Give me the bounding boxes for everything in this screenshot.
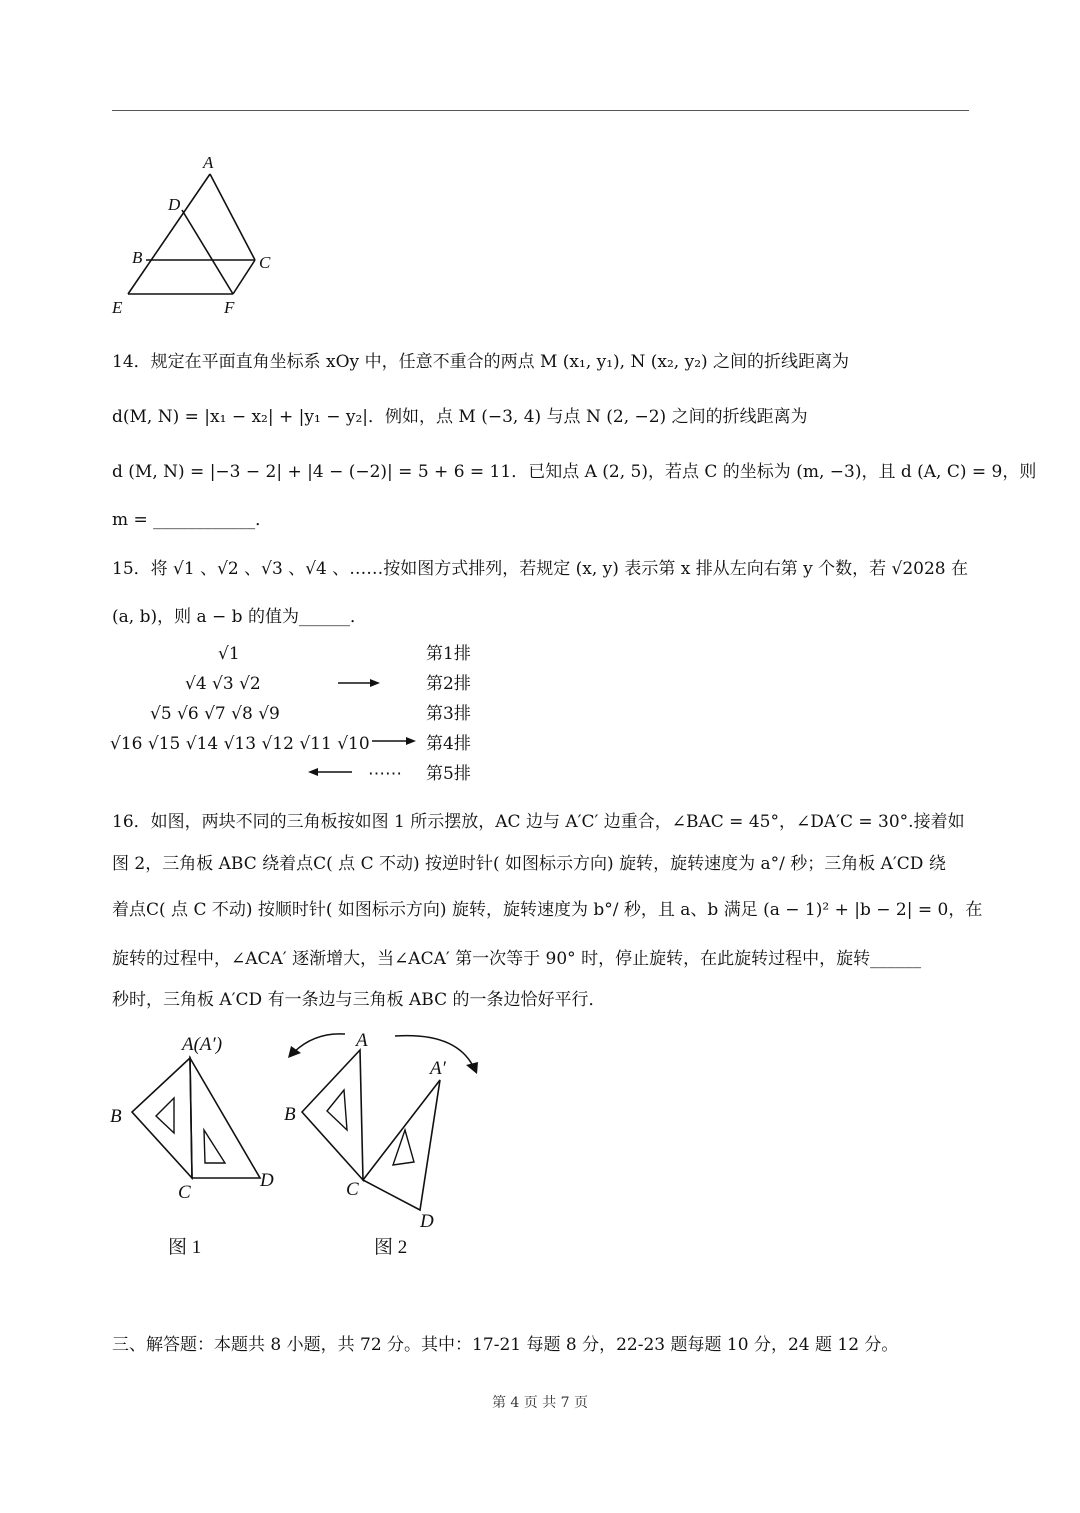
q15-line-2: (a, b)，则 a − b 的值为______． xyxy=(112,607,367,627)
q16-line-4: 旋转的过程中，∠ACA′ 逐渐增大，当∠ACA′ 第一次等于 90° 时，停止旋转，在此旋转过程中，旋转______ xyxy=(112,949,922,969)
q16-line-2: 图 2，三角板 ABC 绕着点C( 点 C 不动) 按逆时针( 如图标示方向) 旋转，旋转速度为 a°/ 秒；三角板 A′CD 绕 xyxy=(112,854,946,874)
fig1-label-A: A(A′) xyxy=(182,1034,223,1055)
fig1-inner-hole-1 xyxy=(156,1098,174,1133)
figure-16-2 xyxy=(270,1020,490,1265)
q15-row-3-cells: √5 √6 √7 √8 √9 xyxy=(150,704,280,724)
page-footer: 第 4 页 共 7 页 xyxy=(491,1395,589,1411)
q15-row-5-cells: ⋯⋯ xyxy=(368,764,402,784)
q15-row-4-cells: √16 √15 √14 √13 √12 √11 √10 xyxy=(110,734,370,754)
fig2-label-A-prime: A′ xyxy=(430,1058,446,1079)
fig1-triangle-ACD xyxy=(190,1058,260,1178)
section-3-heading: 三、解答题：本题共 8 小题，共 72 分。其中：17-21 每题 8 分，22-23 题每题 10 分，24 题 12 分。 xyxy=(112,1335,899,1355)
fig13-label-B: B xyxy=(132,248,143,267)
fig13-label-F: F xyxy=(224,298,235,317)
fig2-label-A: A xyxy=(356,1030,368,1051)
q15-row-2-label: 第2排 xyxy=(426,674,471,694)
q16-line-3: 着点C( 点 C 不动) 按顺时针( 如图标示方向) 旋转，旋转速度为 b°/ 秒，且 a、b 满足 (a − 1)² + |b − 2| = 0，在 xyxy=(112,900,983,920)
fig13-line-FC xyxy=(233,260,255,294)
fig1-inner-hole-2 xyxy=(204,1130,225,1163)
counterclockwise-arrow-icon xyxy=(294,1034,345,1052)
fig13-label-E: E xyxy=(112,298,123,317)
q14-line-2: d(M, N) = |x₁ − x₂| + |y₁ − y₂|．例如，点 M (−3, 4) 与点 N (2, −2) 之间的折线距离为 xyxy=(112,407,808,427)
q15-line-1: 15．将 √1 、√2 、√3 、√4 、……按如图方式排列，若规定 (x, y) 表示第 x 排从左向右第 y 个数，若 √2028 在 xyxy=(112,559,969,579)
header-rule xyxy=(112,110,969,111)
fig2-inner-hole-2 xyxy=(393,1130,414,1165)
fig2-label-B: B xyxy=(284,1104,296,1125)
fig13-label-A: A xyxy=(203,153,214,172)
fig2-inner-hole-1 xyxy=(327,1090,347,1130)
fig2-triangle-ACD xyxy=(363,1080,440,1210)
fig13-line-AE xyxy=(128,174,210,294)
q16-line-1: 16．如图，两块不同的三角板按如图 1 所示摆放，AC 边与 A′C′ 边重合，∠BAC = 45°，∠DA′C = 30°.接着如 xyxy=(112,812,965,832)
q15-arrows xyxy=(300,670,420,785)
fig2-caption: 图 2 xyxy=(374,1237,408,1258)
fig2-triangle-ABC xyxy=(302,1050,363,1180)
q15-row-2-cells: √4 √3 √2 xyxy=(185,674,261,694)
figure-13 xyxy=(100,150,290,320)
fig13-line-AC xyxy=(210,174,255,260)
fig13-line-DF xyxy=(182,210,233,294)
q15-row-1-cells: √1 xyxy=(218,644,240,664)
q15-row-3-label: 第3排 xyxy=(426,704,471,724)
q15-row-4-label: 第4排 xyxy=(426,734,471,754)
fig2-label-D: D xyxy=(420,1211,434,1232)
fig1-label-C: C xyxy=(178,1182,191,1203)
q14-line-4: m = ____________． xyxy=(112,510,273,530)
q14-line-3: d (M, N) = |−3 − 2| + |4 − (−2)| = 5 + 6 = 11．已知点 A (2, 5)，若点 C 的坐标为 (m, −3)，且 d (A, C) = 9，则 xyxy=(112,462,1037,482)
fig1-label-D: D xyxy=(260,1170,274,1191)
q14-line-1: 14．规定在平面直角坐标系 xOy 中，任意不重合的两点 M (x₁, y₁), N (x₂, y₂) 之间的折线距离为 xyxy=(112,352,850,372)
fig1-caption: 图 1 xyxy=(168,1237,202,1258)
fig13-label-D: D xyxy=(168,195,181,214)
q15-row-1-label: 第1排 xyxy=(426,644,471,664)
fig13-label-C: C xyxy=(259,253,271,272)
fig2-label-C: C xyxy=(346,1179,359,1200)
q16-line-5: 秒时，三角板 A′CD 有一条边与三角板 ABC 的一条边恰好平行． xyxy=(112,990,606,1010)
fig1-label-B: B xyxy=(110,1106,122,1127)
fig1-triangle-ABC xyxy=(132,1058,192,1178)
q15-row-5-label: 第5排 xyxy=(426,764,471,784)
